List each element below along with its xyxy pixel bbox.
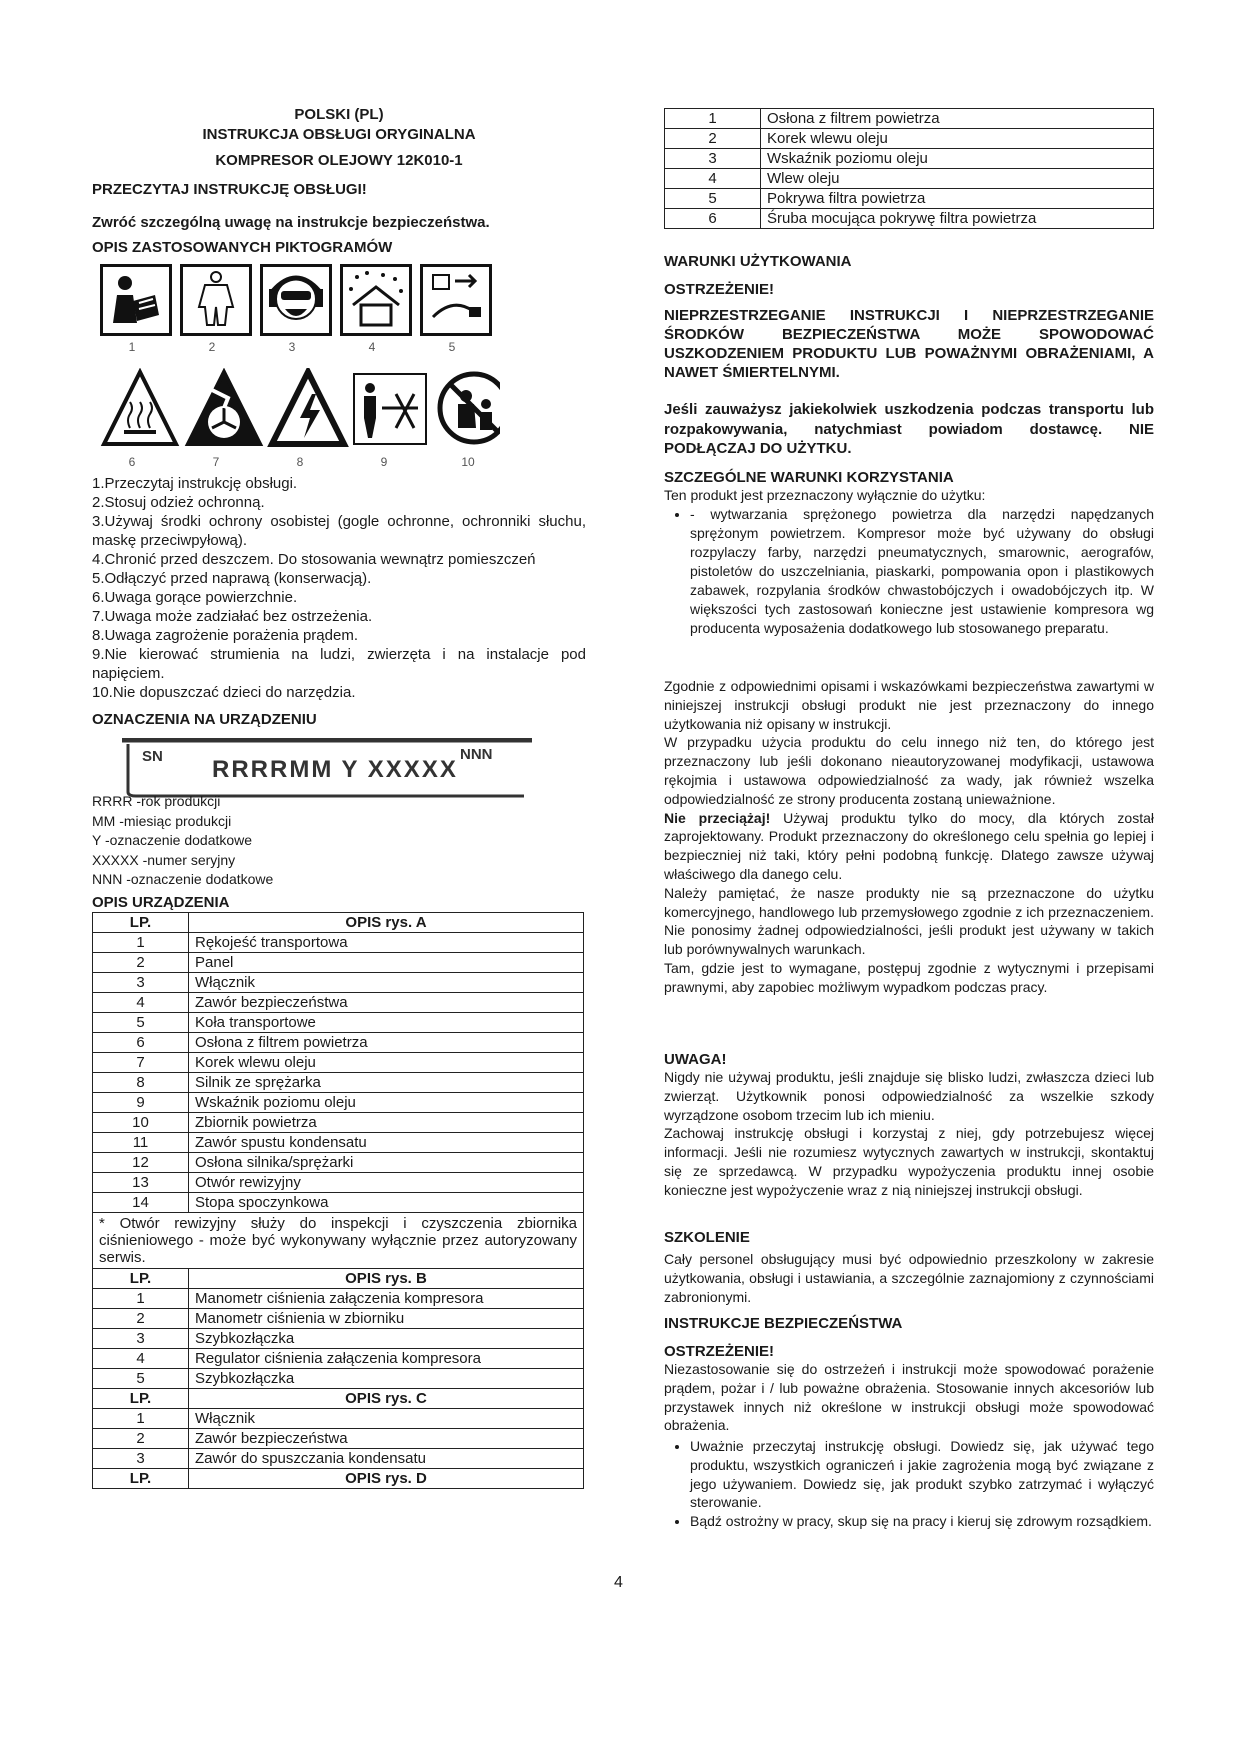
table-row: 2 Panel	[93, 953, 584, 973]
pictogram-number-9: 9	[380, 455, 388, 469]
table-row: 2 Manometr ciśnienia w zbiorniku	[93, 1309, 584, 1329]
language-label: POLSKI (PL)	[294, 106, 384, 123]
special-conditions-title: SZCZEGÓLNE WARUNKI KORZYSTANIA	[664, 469, 954, 486]
special-bullet-list	[664, 505, 1154, 638]
pictogram-number-3: 3	[288, 340, 296, 354]
paragraph: Zgodnie z odpowiednimi opisami i wskazówkami bezpieczeństwa zawartymi w niniejszej instrukcji obsługi produkt nie jest przeznaczony do innego użytkowania niż opisany w instrukcji.	[664, 678, 1154, 732]
read-manual-icon	[100, 264, 172, 336]
table-row: 10 Zbiornik powietrza	[93, 1113, 584, 1133]
table-row: 4 Wlew oleju	[665, 169, 1154, 189]
table-d	[664, 108, 1154, 229]
table-row: 5 Pokrywa filtra powietrza	[665, 189, 1154, 209]
warning-label: OSTRZEŻENIE!	[664, 281, 775, 298]
table-row: 8 Silnik ze sprężarka	[93, 1073, 584, 1093]
plate-code: RRRRMM Y XXXXX	[212, 756, 458, 783]
legend-item: MM -miesiąc produkcji	[92, 812, 232, 829]
ppe-goggles-ear-mask-icon	[260, 264, 332, 336]
pictogram-number-5: 5	[448, 340, 456, 354]
pictogram-number-8: 8	[296, 455, 304, 469]
paragraph: W przypadku użycia produktu do celu innego niż ten, do którego jest przeznaczony lub jeśli dokonano nieautoryzowanej modyfikacji, ustawowa rękojmia i ustawowa odpowiedzialność za wady, jak również wszelka odpowiedzialność ze strony producenta zostaną unieważnione.	[664, 734, 1154, 807]
pictogram-desc: 4.Chronić przed deszczem. Do stosowania wewnątrz pomieszczeń	[92, 551, 536, 568]
usage-paragraphs	[664, 677, 1154, 997]
table-row: 11 Zawór spustu kondensatu	[93, 1133, 584, 1153]
table-row: 6 Osłona z filtrem powietrza	[93, 1033, 584, 1053]
table-a-header	[93, 913, 584, 933]
table-row: 4 Regulator ciśnienia załączenia kompresora	[93, 1349, 584, 1369]
paragraph: Nigdy nie używaj produktu, jeśli znajduje się blisko ludzi, zwłaszcza dzieci lub zwierząt. Użytkownik ponosi odpowiedzialność za wszelkie szkody wyrządzone osobom trzecim lub ich mieniu.	[664, 1069, 1154, 1123]
pictogram-number-1: 1	[128, 340, 136, 354]
table-d-header	[93, 1469, 584, 1489]
product-name: KOMPRESOR OLEJOWY 12K010-1	[215, 152, 463, 169]
paragraph: Nie przeciążaj! Używaj produktu tylko do mocy, dla których został zaprojektowany. Produkt przeznaczony do określonego celu spełnia go lepiej i bezpieczniej niż taki, który pełni podobną funkcję. Dlatego zawsze używaj właściwego dla danego celu.	[664, 809, 1154, 882]
no-spray-at-people-icon	[354, 374, 426, 444]
table-row: 5 Szybkozłączka	[93, 1369, 584, 1389]
manual-title: INSTRUKCJA OBSŁUGI ORYGINALNA	[202, 126, 476, 143]
paragraph: Zachowaj instrukcję obsługi i korzystaj z niej, gdy potrzebujesz więcej informacji. Jeśli nie rozumiesz wytycznych zawartych w instrukcji, skontaktuj się ze sprzedawcą. W przypadku wypożyczenia produktu innej osobie konieczne jest wypożyczenie wraz z nią niniejszej instrukcji obsługi.	[664, 1125, 1154, 1198]
special-intro: Ten produkt jest przeznaczony wyłącznie do użytku:	[664, 487, 986, 503]
table-c-header	[93, 1389, 584, 1409]
table-row: 3 Zawór do spuszczania kondensatu	[93, 1449, 584, 1469]
safety-bullet-list	[664, 1437, 1154, 1531]
lp-header: LP.	[93, 1269, 189, 1289]
lp-header: LP.	[93, 1469, 189, 1489]
lp-header: LP.	[93, 913, 189, 933]
table-d-title: OPIS rys. D	[189, 1469, 584, 1489]
legend-item: Y -oznaczenie dodatkowe	[92, 832, 253, 848]
pictogram-desc: 3.Używaj środki ochrony osobistej (gogle ochronne, ochronniki słuchu, maskę przeciwpyłową).	[92, 513, 586, 549]
table-note-row	[93, 1213, 584, 1269]
table-row: 4 Zawór bezpieczeństwa	[93, 993, 584, 1013]
pictogram-row-1	[100, 264, 492, 336]
plate-sn-label: SN	[142, 748, 163, 765]
page-number: 4	[614, 1574, 623, 1591]
plate-nnn-label: NNN	[460, 746, 493, 763]
attention-paragraphs	[664, 1068, 1154, 1200]
overload-warning: Nie przeciążaj!	[664, 809, 771, 826]
table-row: 1 Włącznik	[93, 1409, 584, 1429]
device-table	[92, 912, 584, 1489]
pictogram-descriptions	[92, 474, 586, 702]
damage-note: Jeśli zauważysz jakiekolwiek uszkodzenia podczas transportu lub rozpakowywania, natychmiast powiadom dostawcę. NIE PODŁĄCZAJ DO UŻYTKU.	[664, 401, 1154, 457]
warning-caps: NIEPRZESTRZEGANIE INSTRUKCJI I NIEPRZESTRZEGANIE ŚRODKÓW BEZPIECZEŃSTWA MOŻE SPOWODOWAĆ USZKODZENIEM PRODUKTU LUB POWAŻNYMI OBRAŻENIAMI, A NAWET ŚMIERTELNYMI.	[664, 307, 1154, 381]
read-instructions: PRZECZYTAJ INSTRUKCJĘ OBSŁUGI!	[92, 181, 367, 198]
table-row: 3 Włącznik	[93, 973, 584, 993]
safety-paragraph: Niezastosowanie się do ostrzeżeń i instrukcji może spowodować porażenie prądem, pożar i / lub poważne obrażenia. Stosowanie innych akcesoriów lub przystawek innych niż określone w instrukcji obsługi może spowodować obrażenia.	[664, 1361, 1154, 1434]
pictograms-title: OPIS ZASTOSOWANYCH PIKTOGRAMÓW	[92, 239, 393, 256]
legend-item: NNN -oznaczenie dodatkowe	[92, 871, 274, 887]
table-row: 3 Wskaźnik poziomu oleju	[665, 149, 1154, 169]
list-item: • Bądź ostrożny w pracy, skup się na pracy i kieruj się zdrowym rozsądkiem.	[690, 1512, 1154, 1531]
table-b-header	[93, 1269, 584, 1289]
pictogram-row-2	[100, 368, 500, 450]
table-row: 1 Rękojeść transportowa	[93, 933, 584, 953]
table-row: 1 Osłona z filtrem powietrza	[665, 109, 1154, 129]
table-row: 9 Wskaźnik poziomu oleju	[93, 1093, 584, 1113]
pictogram-desc: 5.Odłączyć przed naprawą (konserwacją).	[92, 570, 372, 587]
pictogram-number-7: 7	[212, 455, 220, 469]
pictogram-desc: 6.Uwaga gorące powierzchnie.	[92, 589, 298, 606]
automatic-start-fan-icon	[188, 372, 260, 444]
warning2-label: OSTRZEŻENIE!	[664, 1343, 775, 1360]
table-c-title: OPIS rys. C	[189, 1389, 584, 1409]
pictogram-desc: 8.Uwaga zagrożenie porażenia prądem.	[92, 627, 358, 644]
training-paragraph: Cały personel obsługujący musi być odpowiednio przeszkolony w zakresie użytkowania, obsługi i ustawiania, a szczególnie zaznajomiony z czynnościami zabronionymi.	[664, 1251, 1154, 1305]
serial-number-plate	[120, 738, 532, 798]
electric-shock-icon	[272, 372, 344, 444]
pictogram-desc: 9.Nie kierować strumienia na ludzi, zwierzęta i na instalacje pod napięciem.	[92, 646, 586, 682]
table-row: 14 Stopa spoczynkowa	[93, 1193, 584, 1213]
device-description-title: OPIS URZĄDZENIA	[92, 894, 230, 911]
paragraph: Tam, gdzie jest to wymagane, postępuj zgodnie z wytycznymi i przepisami prawnymi, aby zapobiec możliwym wypadkom podczas pracy.	[664, 959, 1154, 995]
table-row: 3 Szybkozłączka	[93, 1329, 584, 1349]
table-row: 2 Zawór bezpieczeństwa	[93, 1429, 584, 1449]
table-row: 2 Korek wlewu oleju	[665, 129, 1154, 149]
table-row: 7 Korek wlewu oleju	[93, 1053, 584, 1073]
protect-from-rain-icon	[340, 264, 412, 336]
table-row: 6 Śruba mocująca pokrywę filtra powietrza	[665, 209, 1154, 229]
pictogram-number-10: 10	[461, 455, 475, 469]
table-b-title: OPIS rys. B	[189, 1269, 584, 1289]
safety-instructions-title: INSTRUKCJE BEZPIECZEŃSTWA	[664, 1315, 903, 1332]
safety-attention: Zwróć szczególną uwagę na instrukcje bezpieczeństwa.	[92, 214, 490, 231]
list-item: • - wytwarzania sprężonego powietrza dla narzędzi napędzanych sprężonym powietrzem. Kompresor może być używany do obsługi rozpylaczy farby, narzędzi pneumatycznych, smarownic, aerografów, pistoletów do uszczelniania, piaskarki, pompowania opon i plastikowych zabawek, rozpylania środków chwastobójczych i owadobójczych itp. W większości tych zastosowań konieczne jest ustawienie kompresora wg producenta wyposażenia dodatkowego lub stosowanego preparatu.	[690, 505, 1154, 638]
legend-item: XXXXX -numer seryjny	[92, 851, 236, 868]
marking-legend	[92, 792, 273, 890]
pictogram-desc: 1.Przeczytaj instrukcję obsługi.	[92, 475, 298, 492]
list-item: • Uważnie przeczytaj instrukcję obsługi. Dowiedz się, jak używać tego produktu, wszystkich ograniczeń i jakie zagrożenia mogą być związane z jego używaniem. Dowiedz się, jak produkt szybko zatrzymać i wyłączyć sterowanie.	[690, 1437, 1154, 1512]
pictogram-desc: 10.Nie dopuszczać dzieci do narzędzia.	[92, 684, 356, 701]
table-row: 1 Manometr ciśnienia załączenia kompresora	[93, 1289, 584, 1309]
table-a-note: * Otwór rewizyjny służy do inspekcji i czyszczenia zbiornika ciśnieniowego - może być wykonywany wyłącznie przez autoryzowany serwis.	[93, 1213, 584, 1269]
marking-title: OZNACZENIA NA URZĄDZENIU	[92, 711, 317, 728]
pictogram-number-2: 2	[208, 340, 216, 354]
training-title: SZKOLENIE	[664, 1229, 750, 1246]
lp-header: LP.	[93, 1389, 189, 1409]
table-row: 12 Osłona silnika/sprężarki	[93, 1153, 584, 1173]
legend-item: RRRR -rok produkcji	[92, 793, 221, 809]
pictogram-number-6: 6	[128, 455, 136, 469]
no-children-icon	[440, 374, 500, 442]
hot-surface-icon	[104, 372, 176, 444]
protective-clothing-icon	[180, 264, 252, 336]
table-row: 5 Koła transportowe	[93, 1013, 584, 1033]
pictogram-desc: 7.Uwaga może zadziałać bez ostrzeżenia.	[92, 608, 373, 625]
pictogram-number-4: 4	[368, 340, 376, 354]
disconnect-before-maintenance-icon	[420, 264, 492, 336]
table-row: 13 Otwór rewizyjny	[93, 1173, 584, 1193]
usage-title: WARUNKI UŻYTKOWANIA	[664, 253, 852, 270]
table-a-title: OPIS rys. A	[189, 913, 584, 933]
paragraph: Należy pamiętać, że nasze produkty nie są przeznaczone do użytku komercyjnego, handlowego lub przemysłowego zgodnie z ich przeznaczeniem. Nie ponosimy żadnej odpowiedzialności, jeśli produkt jest używany w takich lub porównywalnych warunkach.	[664, 884, 1154, 958]
attention-title: UWAGA!	[664, 1051, 727, 1068]
pictogram-desc: 2.Stosuj odzież ochronną.	[92, 494, 265, 511]
